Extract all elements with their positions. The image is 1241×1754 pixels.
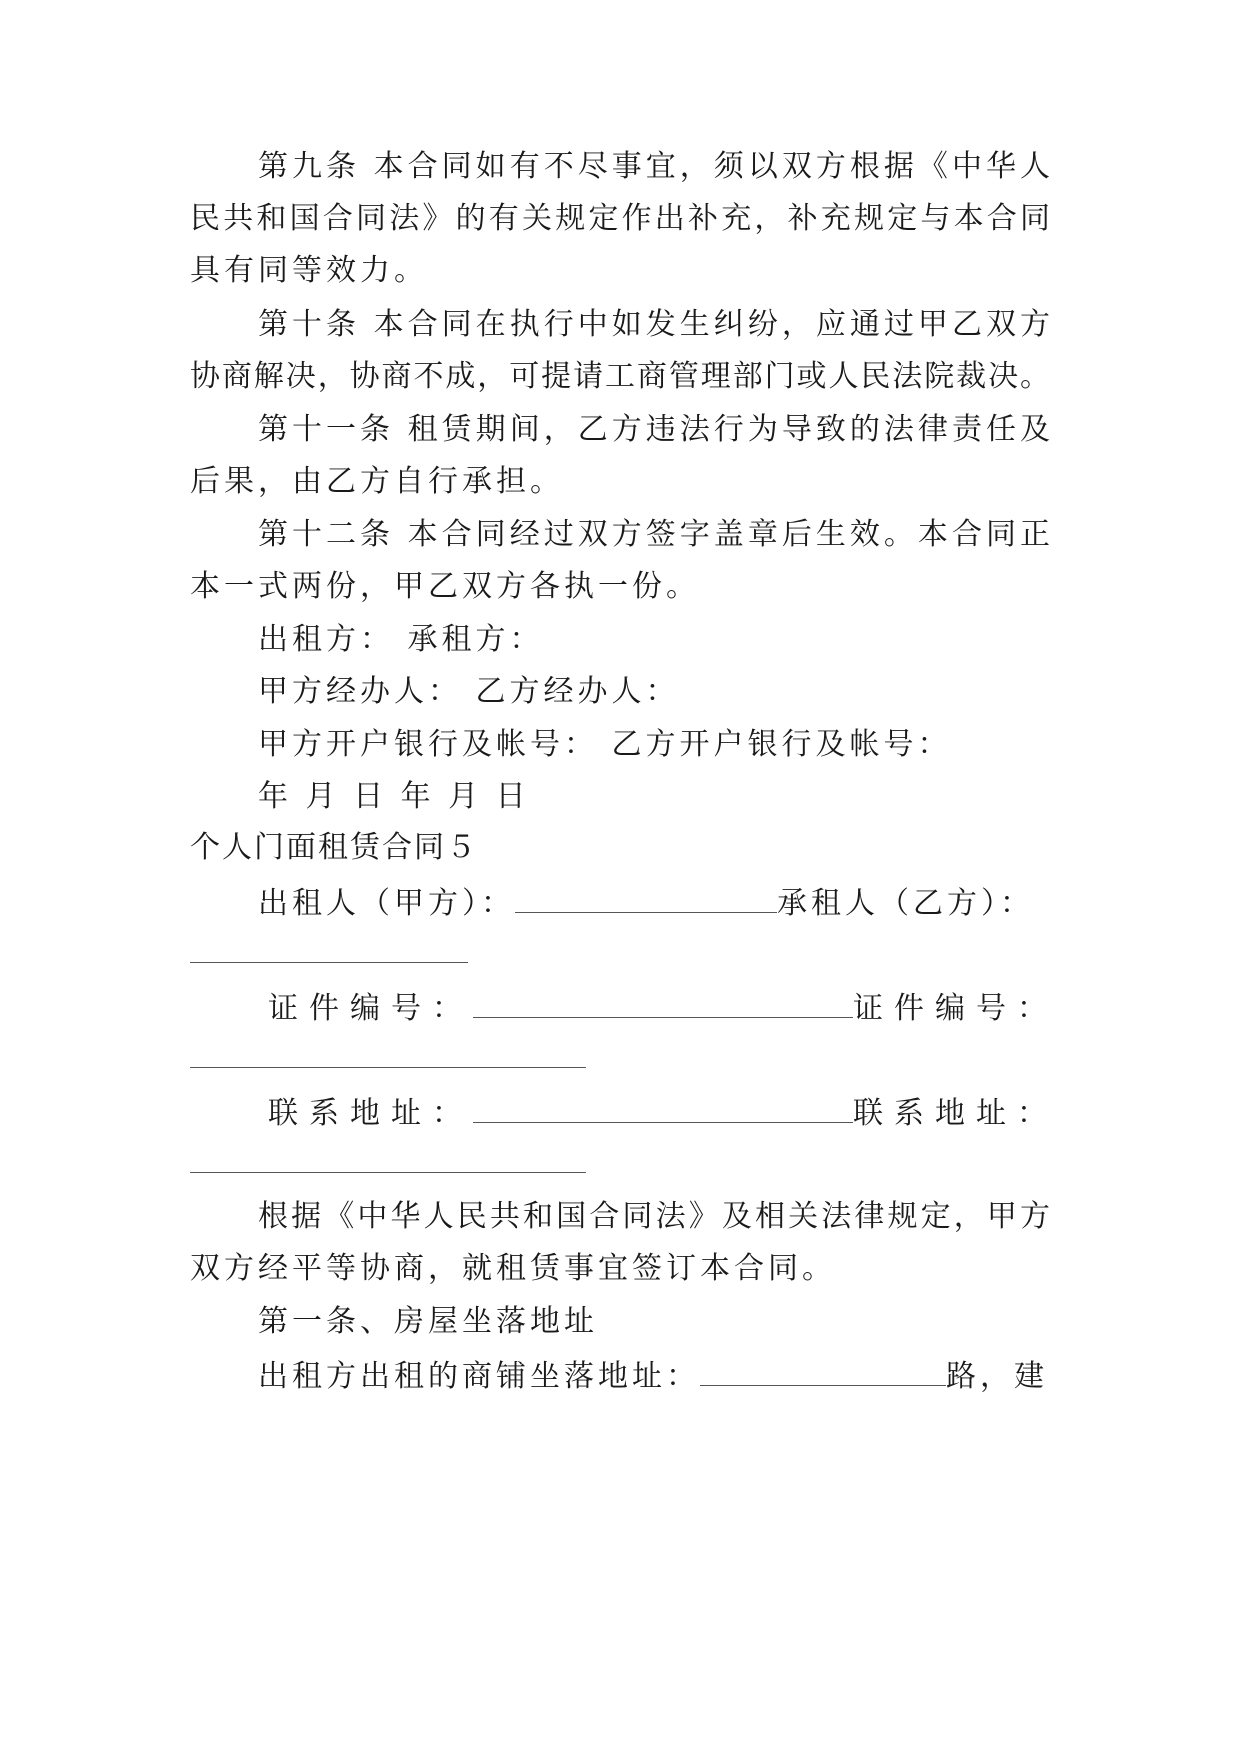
signature-parties: 出租方： 承租方： xyxy=(258,622,544,657)
article10-line1: 第十条 本合同在执行中如发生纠纷，应通过甲乙双方 xyxy=(258,307,1050,342)
id-number-b-blank[interactable] xyxy=(190,1067,586,1068)
signature-banks: 甲方开户银行及帐号： 乙方开户银行及帐号： xyxy=(258,727,952,762)
premises-address-label: 出租方出租的商铺坐落地址： xyxy=(258,1359,700,1394)
id-label-b: 证件编号： xyxy=(853,991,1058,1026)
article11-line2: 后果，由乙方自行承担。 xyxy=(190,464,564,499)
road-blank[interactable] xyxy=(700,1355,946,1386)
lessor-lessee-row xyxy=(258,882,1034,924)
article1-title: 第一条、房屋坐落地址 xyxy=(258,1304,598,1339)
lessor-name-blank[interactable] xyxy=(515,882,777,913)
address-label-b: 联系地址： xyxy=(853,1096,1058,1131)
article9-line2: 民共和国合同法》的有关规定作出补充，补充规定与本合同 xyxy=(190,201,1050,236)
address-a-blank[interactable] xyxy=(473,1092,853,1123)
address-b-blank[interactable] xyxy=(190,1172,586,1173)
lessee-label: 承租人（乙方）： xyxy=(777,886,1034,921)
lessee-name-blank[interactable] xyxy=(190,962,468,963)
id-label-a: 证件编号： xyxy=(268,991,473,1026)
article12-line2: 本一式两份，甲乙双方各执一份。 xyxy=(190,569,700,604)
address-label-a: 联系地址： xyxy=(268,1096,473,1131)
article10-line2: 协商解决，协商不成，可提请工商管理部门或人民法院裁决。 xyxy=(190,359,1050,394)
signature-dates: 年 月 日 年 月 日 xyxy=(258,779,530,814)
id-row xyxy=(268,987,1058,1029)
article9-line3: 具有同等效力。 xyxy=(190,253,428,288)
article12-line1: 第十二条 本合同经过双方签字盖章后生效。本合同正 xyxy=(258,517,1050,552)
article11-line1: 第十一条 租赁期间，乙方违法行为导致的法律责任及 xyxy=(258,412,1050,447)
contract-title: 个人门面租赁合同５ xyxy=(190,830,478,865)
lessor-label: 出租人（甲方）： xyxy=(258,886,515,921)
premises-address-row xyxy=(258,1355,1048,1397)
id-number-a-blank[interactable] xyxy=(473,987,853,1018)
article9-line1: 第九条 本合同如有不尽事宜，须以双方根据《中华人 xyxy=(258,149,1050,184)
signature-agents: 甲方经办人： 乙方经办人： xyxy=(258,674,680,709)
premises-address-suffix: 路，建 xyxy=(946,1359,1048,1394)
preamble-line1: 根据《中华人民共和国合同法》及相关法律规定，甲方 xyxy=(258,1199,1050,1234)
preamble-line2: 双方经平等协商，就租赁事宜签订本合同。 xyxy=(190,1251,836,1286)
address-row xyxy=(268,1092,1058,1134)
